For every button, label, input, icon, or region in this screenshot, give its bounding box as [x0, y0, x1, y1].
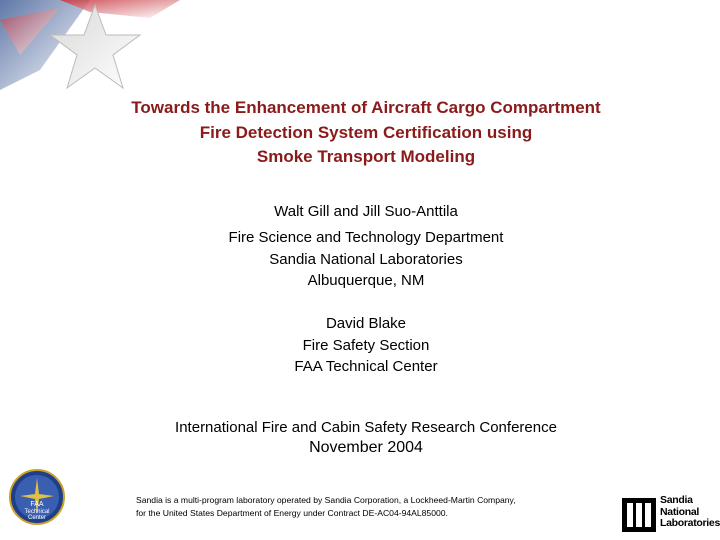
- footer-note: [136, 494, 606, 520]
- title-line-3: Smoke Transport Modeling: [256, 147, 476, 166]
- sandia-logo-line-2: National: [660, 505, 700, 518]
- affiliation-department: Fire Science and Technology Department: [228, 229, 504, 246]
- second-author-name: David Blake: [325, 315, 407, 332]
- second-author-center: FAA Technical Center: [294, 358, 438, 375]
- authors: Walt Gill and Jill Suo-Anttila: [274, 203, 458, 220]
- conference-date: November 2004: [309, 439, 423, 456]
- affiliation-institution: Sandia National Laboratories: [269, 250, 463, 268]
- second-author-section: Fire Safety Section: [302, 336, 430, 354]
- conference-name: International Fire and Cabin Safety Research Conference: [175, 419, 557, 436]
- sandia-logo-line-1: Sandia: [660, 494, 693, 506]
- presentation-title: [40, 96, 692, 170]
- conference: [40, 418, 692, 458]
- affiliation-location: Albuquerque, NM: [307, 272, 425, 289]
- star-flag-graphic: [0, 0, 180, 100]
- faa-logo-line-2: Technical: [24, 509, 50, 515]
- title-line-2: Fire Detection System Certification using: [199, 122, 533, 142]
- sandia-logo-line-3: Laboratories: [660, 517, 720, 529]
- footer-note-line-1: Sandia is a multi-program laboratory operated by Sandia Corporation, a Lockheed-Martin Company,: [136, 495, 516, 505]
- affiliation: [40, 227, 692, 292]
- second-author: [40, 313, 692, 378]
- faa-logo-line-1: FAA: [30, 501, 44, 508]
- title-line-1: Towards the Enhancement of Aircraft Cargo Compartment: [131, 98, 601, 117]
- faa-logo-line-3: Center: [27, 515, 47, 521]
- footer-note-line-2: for the United States Department of Energy under Contract DE-AC04-94AL85000.: [136, 508, 448, 518]
- faa-technical-center-logo: [8, 468, 66, 526]
- sandia-logo-text: [660, 495, 720, 530]
